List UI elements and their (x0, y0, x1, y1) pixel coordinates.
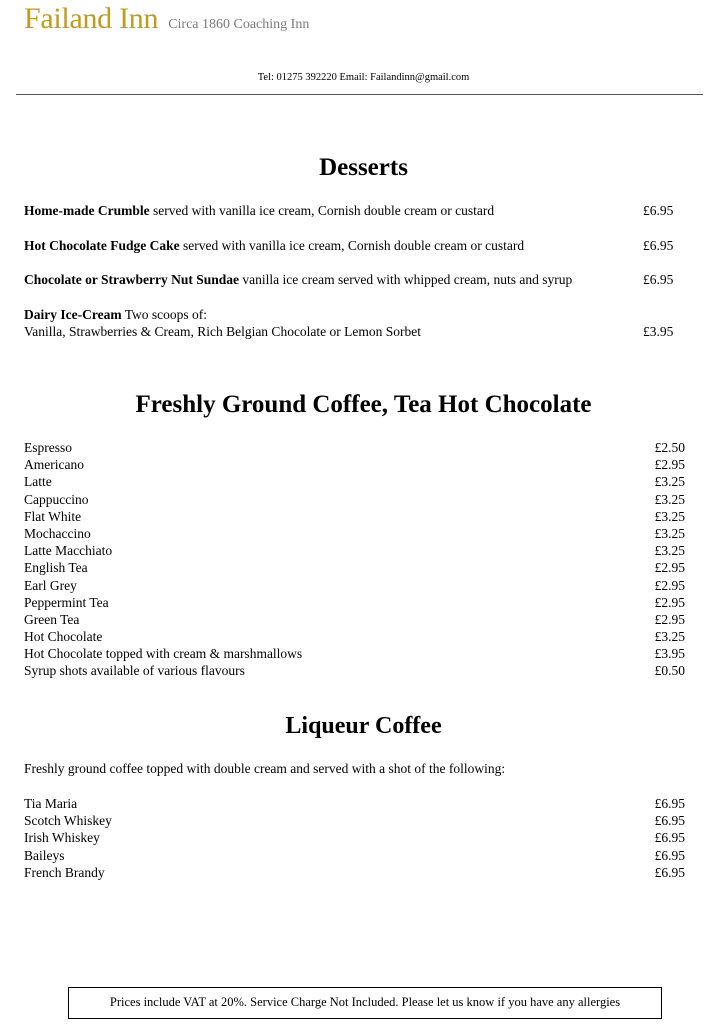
inn-name: Failand Inn (24, 2, 159, 35)
item-price: £0.50 (654, 663, 685, 679)
coffee-list (24, 439, 685, 680)
list-item (24, 508, 685, 525)
item-name: Peppermint Tea (24, 594, 109, 610)
item-price: £3.25 (654, 543, 685, 559)
item-name: Mochaccino (24, 525, 91, 541)
dessert-price: £6.95 (643, 203, 674, 218)
item-price: £6.95 (654, 864, 685, 880)
item-price: £2.50 (654, 440, 685, 455)
liqueur-title: Liqueur Coffee (285, 713, 442, 739)
dessert-desc: vanilla ice cream served with whipped cream, nuts and syrup (239, 272, 573, 287)
item-name: Baileys (24, 847, 65, 863)
list-item (24, 628, 685, 645)
item-price: £3.25 (654, 525, 685, 541)
desserts-title: Desserts (319, 154, 408, 181)
coffee-title: Freshly Ground Coffee, Tea Hot Chocolate (135, 391, 592, 418)
list-item (24, 795, 685, 812)
item-price: £2.95 (654, 594, 685, 610)
item-name: Flat White (24, 508, 82, 524)
item-name: Hot Chocolate topped with cream & marshmallows (24, 646, 303, 662)
dessert-desc: served with vanilla ice cream, Cornish double cream or custard (149, 203, 495, 218)
item-name: Scotch Whiskey (24, 813, 112, 829)
dessert-desc: Two scoops of: (121, 307, 208, 322)
item-name: Irish Whiskey (24, 830, 100, 846)
list-item (24, 829, 685, 846)
item-price: £3.95 (654, 646, 685, 662)
list-item (24, 473, 685, 490)
dessert-item (24, 238, 524, 254)
item-price: £2.95 (654, 611, 685, 627)
list-item (24, 491, 685, 508)
item-name: Green Tea (24, 611, 80, 627)
dessert-item (24, 272, 572, 288)
list-item (24, 542, 685, 559)
dessert-flavours: Vanilla, Strawberries & Cream, Rich Belgian Chocolate or Lemon Sorbet (24, 324, 422, 339)
list-item (24, 439, 685, 456)
item-name: Latte Macchiato (24, 543, 113, 559)
item-price: £6.95 (654, 796, 685, 811)
list-item (24, 645, 685, 662)
page-header (0, 0, 707, 96)
item-price: £2.95 (654, 560, 685, 576)
item-price: £2.95 (654, 577, 685, 593)
contact-line: Tel: 01275 392220 Email: Failandinn@gmail.com (257, 72, 470, 83)
header-divider (16, 94, 703, 95)
brand (24, 2, 309, 36)
footer-note: Prices include VAT at 20%. Service Charge Not Included. Please let us know if you have any allergies (68, 987, 662, 1019)
item-price: £3.25 (654, 491, 685, 507)
dessert-desc: served with vanilla ice cream, Cornish double cream or custard (179, 238, 525, 253)
list-item (24, 577, 685, 594)
dessert-name: Home-made Crumble (24, 203, 150, 218)
list-item (24, 812, 685, 829)
item-name: Espresso (24, 440, 72, 455)
list-item (24, 525, 685, 542)
dessert-item (24, 203, 494, 219)
dessert-name: Dairy Ice-Cream (24, 307, 122, 322)
item-name: Hot Chocolate (24, 629, 103, 645)
list-item (24, 662, 685, 679)
list-item (24, 611, 685, 628)
item-name: Latte (24, 474, 52, 490)
dessert-price: £6.95 (643, 238, 674, 253)
liqueur-intro: Freshly ground coffee topped with double cream and served with a shot of the following: (24, 761, 506, 776)
item-name: Earl Grey (24, 577, 77, 593)
inn-subtitle: Circa 1860 Coaching Inn (168, 17, 310, 32)
item-name: French Brandy (24, 864, 105, 880)
list-item (24, 594, 685, 611)
item-name: English Tea (24, 560, 88, 576)
dessert-name: Chocolate or Strawberry Nut Sundae (24, 272, 239, 287)
item-price: £6.95 (654, 813, 685, 829)
item-name: Tia Maria (24, 796, 78, 811)
item-price: £2.95 (654, 457, 685, 473)
item-name: Syrup shots available of various flavours (24, 663, 245, 679)
item-price: £6.95 (654, 830, 685, 846)
item-price: £3.25 (654, 474, 685, 490)
dessert-name: Hot Chocolate Fudge Cake (24, 238, 180, 253)
item-name: Americano (24, 457, 84, 473)
dessert-price: £6.95 (643, 272, 674, 287)
item-price: £3.25 (654, 629, 685, 645)
item-price: £6.95 (654, 847, 685, 863)
list-item (24, 847, 685, 864)
dessert-item (24, 307, 207, 323)
list-item (24, 864, 685, 881)
item-price: £3.25 (654, 508, 685, 524)
item-name: Cappuccino (24, 491, 89, 507)
list-item (24, 456, 685, 473)
liqueur-list (24, 795, 685, 881)
list-item (24, 559, 685, 576)
dessert-price: £3.95 (643, 324, 674, 339)
